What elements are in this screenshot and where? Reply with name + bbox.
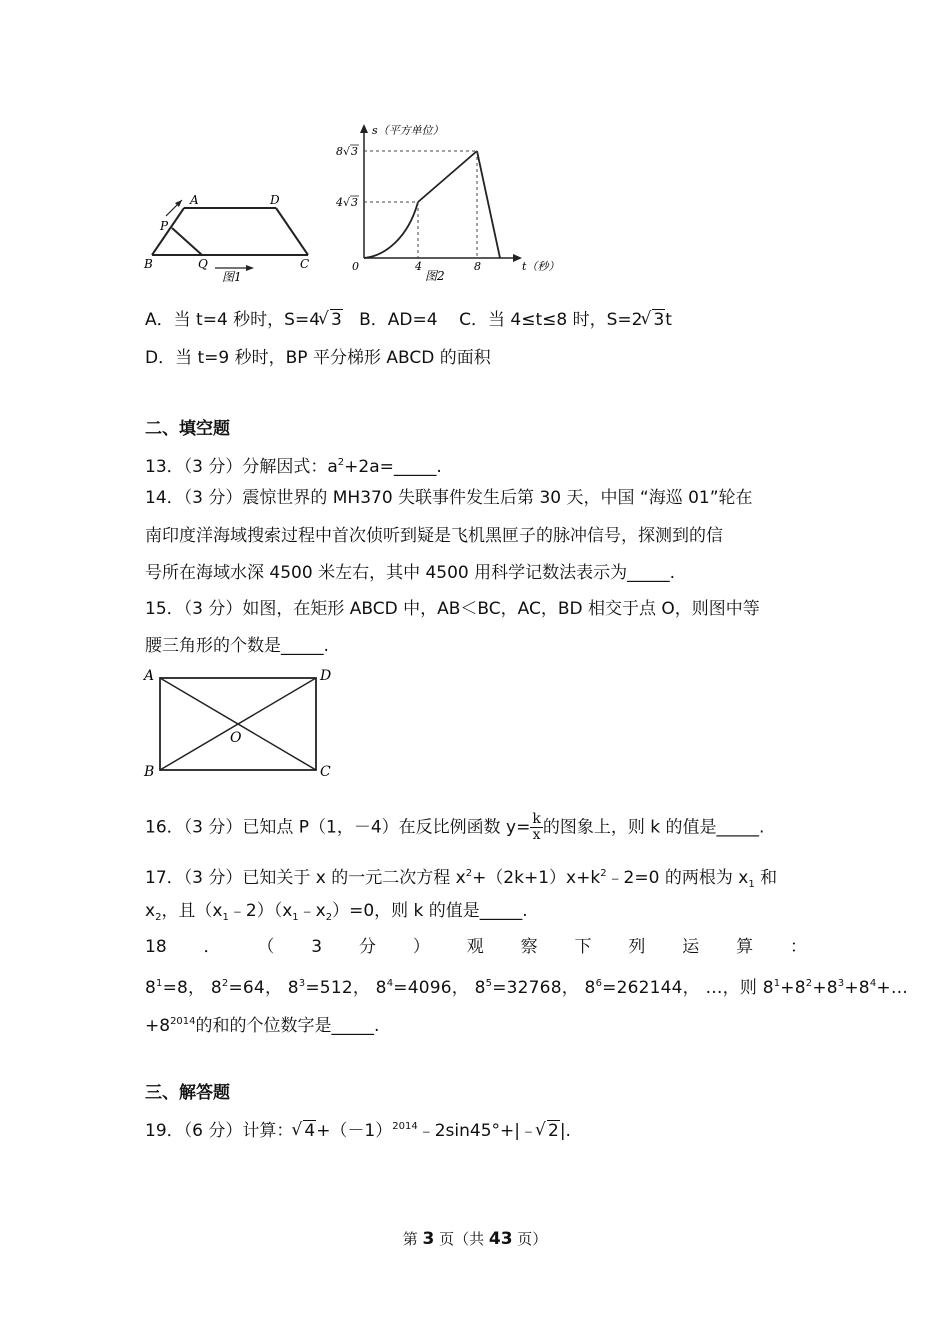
- rectangle-abcd-figure: [140, 664, 340, 784]
- option-a: A．当 t=4 秒时，S=4: [145, 310, 321, 330]
- svg-text:√: √: [343, 196, 351, 209]
- label-C: C: [300, 257, 310, 271]
- y-tick-4: 4: [336, 196, 343, 209]
- y-tick-8: 8: [336, 145, 343, 158]
- question-14-line-3: 号所在海域水深 4500 米左右，其中 4500 用科学记数法表示为_____.: [145, 563, 676, 583]
- rect-label-B: B: [144, 764, 155, 780]
- question-13: 13．（3 分）分解因式：$a^2+2a=\_\_\_\_\_$.: [145, 457, 442, 477]
- question-15-line-1: 15．（3 分）如图，在矩形 ABCD 中，AB＜BC，AC，BD 相交于点 O，则图中等: [145, 599, 760, 619]
- option-a-b-c: A．当 t=4 秒时，S=4√ 3 B．AD=4 C．当 4≤t≤8 时，S=2√ 3t: [145, 309, 672, 331]
- label-Q: Q: [198, 257, 208, 271]
- label-P: P: [160, 219, 169, 233]
- y-tick-8-radicand: 3: [351, 145, 358, 158]
- question-17-line-1: 17．（3 分）已知关于 x 的一元二次方程 $x^2+(2k+1)x+k^2﹣2=0$ 的两根为 $x_1$ 和: [145, 868, 778, 890]
- figure-2-graph: [330, 118, 575, 283]
- rect-label-D: D: [320, 668, 332, 684]
- x-tick-8: 8: [474, 260, 481, 273]
- y-axis-label: s（平方单位）: [372, 124, 444, 137]
- option-c: C．当 4≤t≤8 时，S=2: [459, 310, 643, 330]
- origin-label: 0: [352, 260, 359, 273]
- label-B: B: [144, 257, 153, 271]
- section-3-title: 三、解答题: [145, 1083, 230, 1103]
- question-19: 19．（6 分）计算：√ $4+(-1)^{2014}﹣2\sin 45^\circ+|﹣√$ 2|.: [145, 1116, 571, 1142]
- label-A: A: [190, 193, 199, 207]
- page-footer: 第 3 页（共 43 页）: [402, 1229, 548, 1249]
- sqrt-4: √ 4: [293, 1120, 316, 1142]
- figure-1-trapezoid: [140, 190, 320, 285]
- option-b: B．AD=4: [359, 310, 438, 330]
- question-16: 16．（3 分）已知点 P（1，－4）在反比例函数 y= $\frac{k}{x}$ 的图象上，则 k 的值是_____.: [145, 811, 765, 843]
- svg-text:√: √: [343, 145, 351, 158]
- sqrt-3: √ 3: [320, 309, 343, 331]
- rect-label-C: C: [320, 764, 331, 780]
- rect-label-O: O: [230, 730, 242, 746]
- section-2-title: 二、填空题: [145, 419, 230, 439]
- y-tick-4-radicand: 3: [351, 196, 358, 209]
- question-17-line-2: $x_2$，且$(x_1﹣2)(x_1﹣x_2)=0$，则 k 的值是_____.: [145, 901, 528, 923]
- sqrt-3-c: √ 3: [642, 309, 665, 331]
- x-tick-4: 4: [415, 260, 422, 273]
- question-18-line-2: $8^1=8$， $8^2=64$， $8^3=512$， $8^4=4096$， $8^5=32768$， $8^6=262144$， …，则 $8^1+8^2+8^3+8^4+\dots$: [145, 978, 909, 998]
- question-15-line-2: 腰三角形的个数是_____.: [145, 636, 329, 656]
- figure-2-caption: 图2: [425, 269, 445, 283]
- fraction-k-over-x: $\frac{k}{x}$: [532, 811, 541, 843]
- question-18-line-3: $+8^{2014}$的和的个位数字是_____.: [145, 1016, 380, 1036]
- x-axis-label: t（秒）: [522, 260, 560, 273]
- figure-1-caption: 图1: [222, 270, 242, 284]
- question-14-line-2: 南印度洋海域搜索过程中首次侦听到疑是飞机黑匣子的脉冲信号，探测到的信: [145, 526, 723, 546]
- question-18-line-1: 18 ． （ 3 分 ） 观 察 下 列 运 算 ：: [145, 937, 807, 957]
- question-14-line-1: 14．（3 分）震惊世界的 MH370 失联事件发生后第 30 天，中国 “海巡 01”轮在: [145, 488, 753, 508]
- label-D: D: [270, 193, 280, 207]
- sqrt-2: √ 2: [537, 1120, 560, 1142]
- rect-label-A: A: [144, 668, 155, 684]
- option-d: D．当 t=9 秒时，BP 平分梯形 ABCD 的面积: [145, 348, 491, 368]
